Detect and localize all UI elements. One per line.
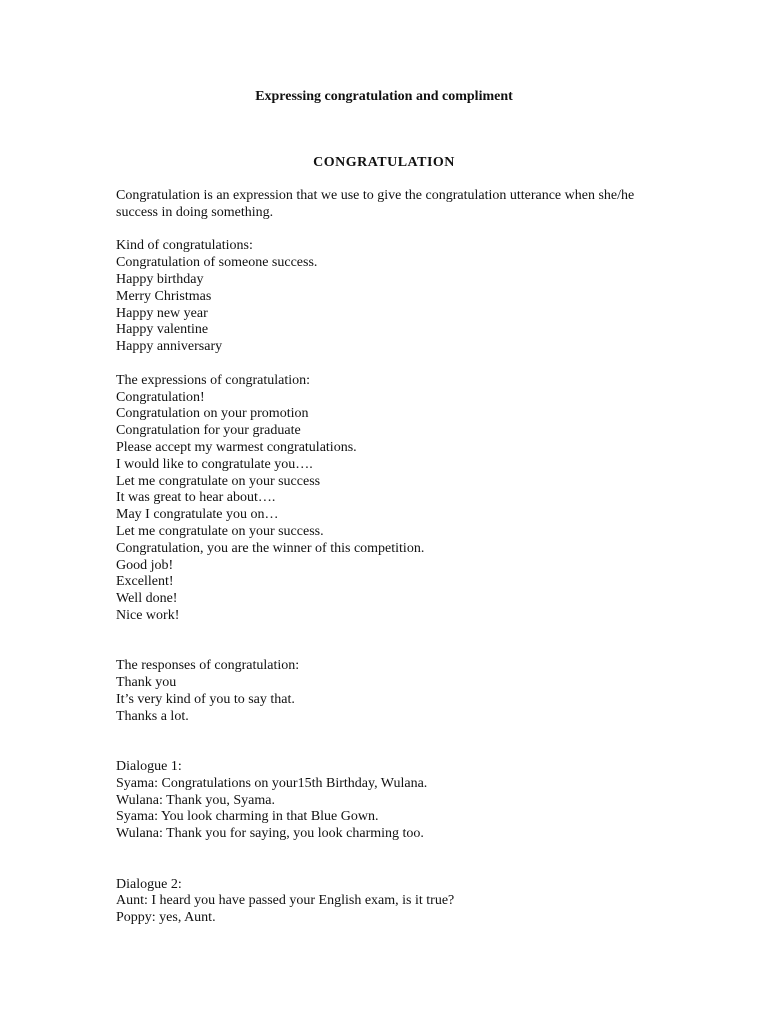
document-body [116,188,676,944]
responses-heading: The responses of congratulation: [116,658,300,674]
dialogue-line: Wulana: Thank you for saying, you look charming too. [116,826,424,842]
list-item: Congratulation on your promotion [116,406,309,422]
kinds-section [116,238,676,356]
list-item: Good job! [116,557,174,573]
list-item: Happy valentine [116,322,209,338]
list-item: Let me congratulate on your success [116,473,321,489]
kinds-heading: Kind of congratulations: [116,238,253,254]
list-item: Happy birthday [116,271,204,287]
dialogue-1-section [116,759,676,843]
list-item: May I congratulate you on… [116,507,279,523]
dialogue-line: Syama: Congratulations on your15th Birthday, Wulana. [116,775,428,791]
list-item: Congratulation for your graduate [116,423,301,439]
list-item: Congratulation, you are the winner of this competition. [116,540,425,556]
list-item: Nice work! [116,607,180,623]
list-item: Happy anniversary [116,339,223,355]
list-item: Thanks a lot. [116,708,189,724]
list-item: It was great to hear about…. [116,490,276,506]
dialogue-line: Syama: You look charming in that Blue Gown. [116,809,379,825]
section-heading: CONGRATULATION [313,155,455,170]
list-item: Please accept my warmest congratulations. [116,439,357,455]
list-item: Let me congratulate on your success. [116,523,324,539]
dialogue-line: Wulana: Thank you, Syama. [116,792,275,808]
dialogue-1-heading: Dialogue 1: [116,759,182,775]
list-item: Merry Christmas [116,288,212,304]
intro-paragraph: Congratulation is an expression that we use to give the congratulation utterance when she/he success in doing something. [116,188,635,220]
list-item: Congratulation of someone success. [116,255,318,271]
list-item: Excellent! [116,574,174,590]
dialogue-2-section [116,877,676,927]
document-title: Expressing congratulation and compliment [255,89,513,104]
responses-section [116,658,676,725]
list-item: Happy new year [116,305,208,321]
expressions-heading: The expressions of congratulation: [116,372,311,388]
dialogue-2-heading: Dialogue 2: [116,876,182,892]
list-item: It’s very kind of you to say that. [116,691,295,707]
dialogue-line: Poppy: yes, Aunt. [116,910,216,926]
list-item: Thank you [116,675,177,691]
list-item: Congratulation! [116,389,205,405]
dialogue-line: Aunt: I heard you have passed your English exam, is it true? [116,893,455,909]
expressions-section [116,373,676,625]
list-item: Well done! [116,591,178,607]
list-item: I would like to congratulate you…. [116,456,313,472]
